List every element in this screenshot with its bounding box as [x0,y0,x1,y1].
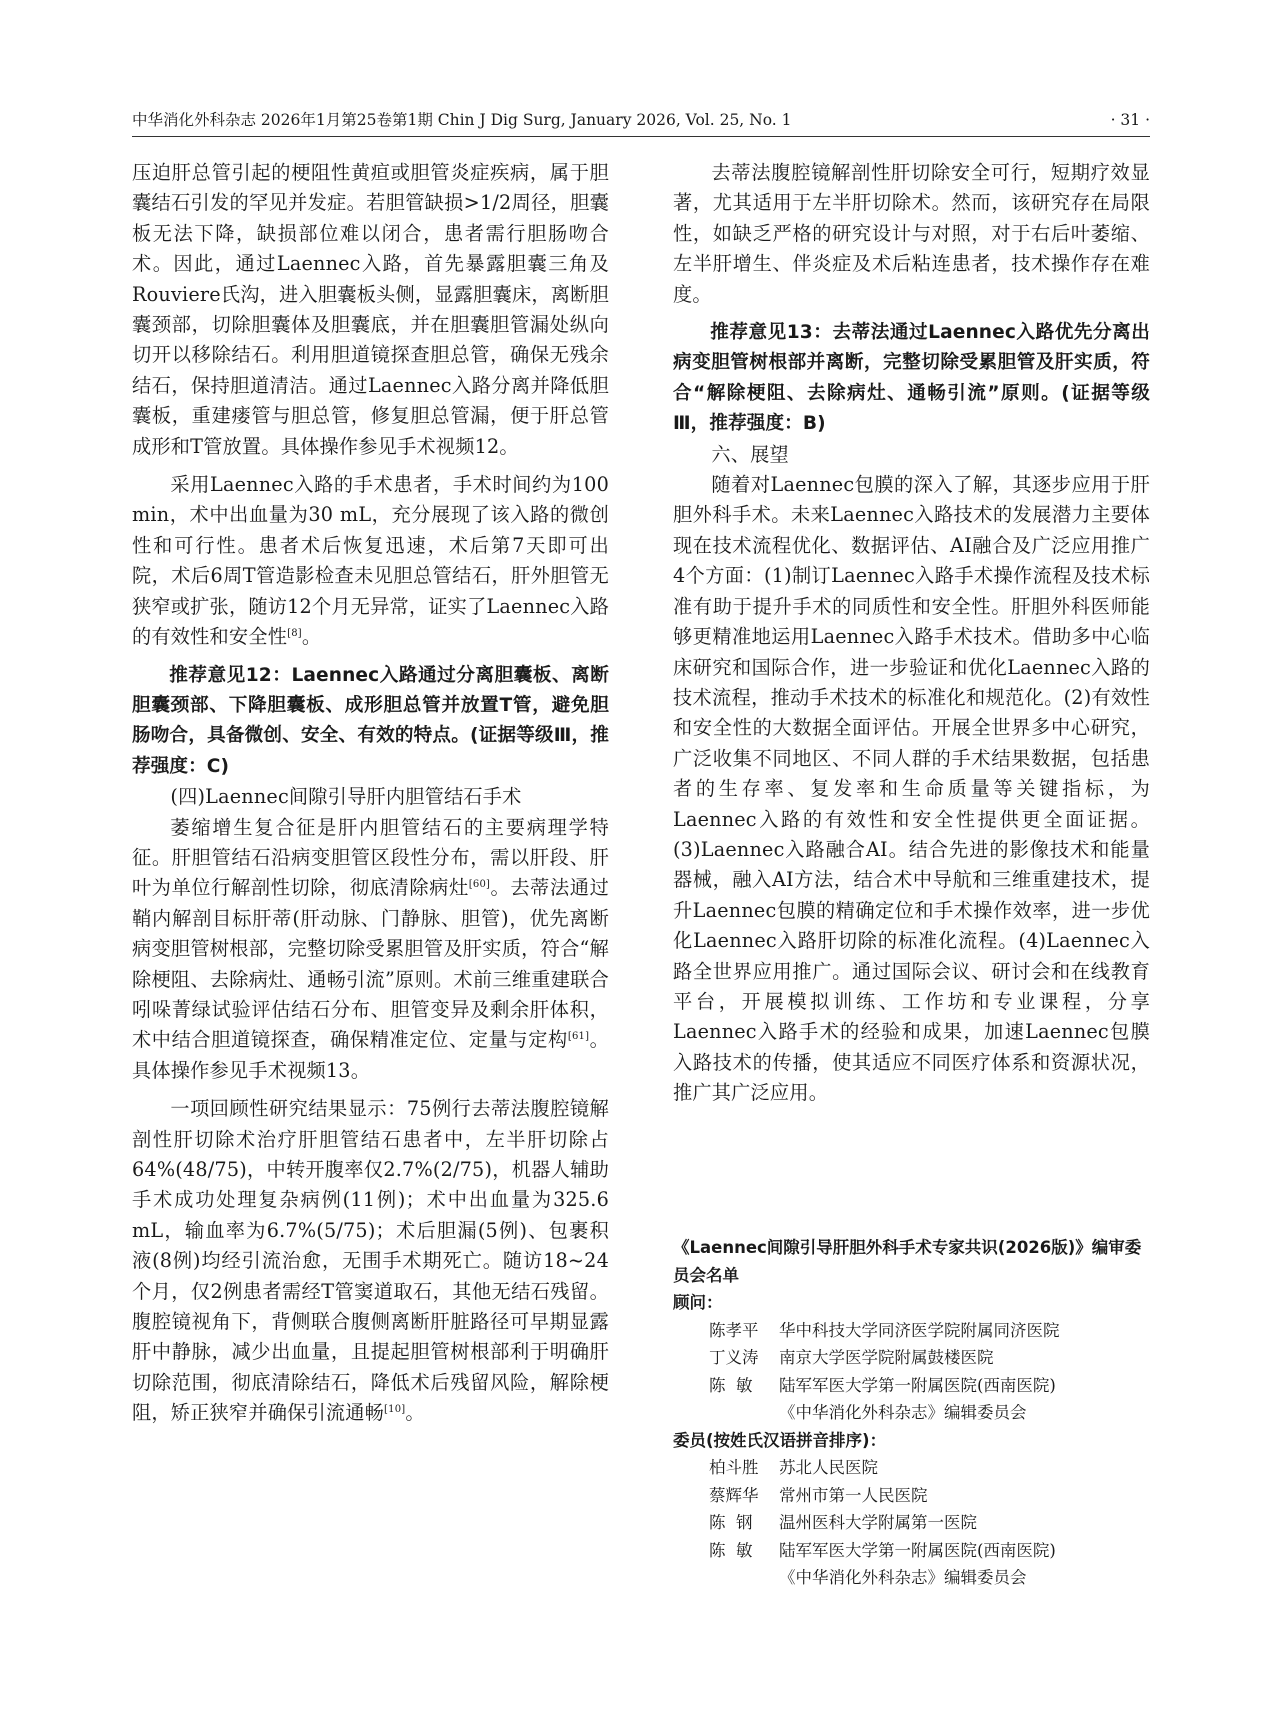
member-institution: 陆军军医大学第一附属医院(西南医院) [779,1375,1056,1395]
citation-ref[interactable]: [10] [384,1404,406,1416]
paragraph-text: 一项回顾性研究结果显示：75例行去蒂法腹腔镜解剖性肝切除术治疗肝胆管结石患者中，左半肝切除占64%(48/75)，中转开腹率仅2.7%(2/75)，机器人辅助手术成功处理复杂病例(11例)；术中出血量为325.6 mL，输血率为6.7%(5/75)；术后胆漏(5例)、包裹积液(8例)均经引流治愈，无围手术期死亡。随访18~24个月，仅2例患者需经T管窦道取石，其他无结石残留。腹腔镜视角下，背侧联合腹侧离断肝脏路径可早期显露肝中静脉，减少出血量，且提起胆管树根部利于明确肝切除范围，彻底清除结石，降低术后残留风险，解除梗阻，矫正狭窄并确保引流通畅 [132,1097,609,1425]
citation-ref[interactable]: [60] [468,879,491,891]
member-name: 蔡辉华 [709,1485,759,1505]
member-name: 丁义涛 [709,1348,759,1367]
paragraph-text: 。 [405,1401,425,1425]
citation-ref[interactable]: [61] [567,1031,590,1043]
committee-title: 《Laennec间隙引导肝胆外科手术专家共识(2026版)》编审委员会名单 [673,1238,1142,1285]
member-institution: 常州市第一人民医院 [779,1485,928,1505]
committee-list [673,1234,1150,1592]
member-name: 陈 敏 [709,1375,753,1395]
left-column [132,158,609,1429]
paragraph-text: 。具体操作参见手术视频13。 [132,1028,609,1082]
body-paragraph: 去蒂法腹腔镜解剖性肝切除安全可行，短期疗效显著，尤其适用于左半肝切除术。然而，该研究存在局限性，如缺乏严格的研究设计与对照，对于右后叶萎缩、左半肝增生、伴炎症及术后粘连患者，技术操作存在难度。 [673,161,1150,306]
members-label: 委员(按姓氏汉语拼音排序)： [673,1430,887,1450]
right-column [673,158,1150,1109]
recommendation-13: 推荐意见13：去蒂法通过Laennec入路优先分离出病变胆管树根部并离断，完整切除受累胆管及肝实质，符合“解除梗阻、去除病灶、通畅引流”原则。(证据等级Ⅲ，推荐强度：B) [673,322,1150,435]
body-paragraph: 压迫肝总管引起的梗阻性黄疸或胆管炎症疾病，属于胆囊结石引发的罕见并发症。若胆管缺损>1/2周径，胆囊板无法下降，缺损部位难以闭合，患者需行胆肠吻合术。因此，通过Laennec入路，首先暴露胆囊三角及Rouviere氏沟，进入胆囊板头侧，显露胆囊床，离断胆囊颈部，切除胆囊体及胆囊底，并在胆囊胆管漏处纵向切开以移除结石。利用胆道镜探查胆总管，确保无残余结石，保持胆道清洁。通过Laennec入路分离并降低胆囊板，重建瘘管与胆总管，修复胆总管漏，便于肝总管成形和T管放置。具体操作参见手术视频12。 [132,161,609,458]
member-institution: 温州医科大学附属第一医院 [779,1513,977,1532]
body-paragraph [132,813,609,1087]
header-rule [132,136,1150,137]
paragraph-text: 采用Laennec入路的手术患者，手术时间约为100 min，术中出血量为30 mL，充分展现了该入路的微创性和可行性。患者术后恢复迅速，术后第7天即可出院，术后6周T管造影检查未见胆总管结石，肝外胆管无狭窄或扩张，随访12个月无异常，证实了Laennec入路的有效性和安全性 [132,473,609,649]
advisor-row [673,1317,1150,1345]
member-row [673,1564,1150,1592]
member-row [673,1454,1150,1482]
running-header [132,108,1150,132]
advisor-row [673,1399,1150,1427]
member-name: 陈 敏 [709,1540,753,1560]
member-name: 陈孝平 [709,1320,759,1340]
page-number: · 31 · [1110,111,1150,129]
member-institution: 苏北人民医院 [779,1458,878,1477]
section-heading: 六、展望 [711,442,789,466]
paragraph-text: 。 [301,625,322,649]
section-heading: (四)Laennec间隙引导肝内胆管结石手术 [170,785,522,809]
member-institution: 《中华消化外科杂志》编辑委员会 [779,1568,1027,1587]
advisor-row [673,1372,1150,1400]
member-institution: 华中科技大学同济医学院附属同济医院 [779,1320,1060,1340]
paragraph-text: 萎缩增生复合征是肝内胆管结石的主要病理学特征。肝胆管结石沿病变胆管区段性分布，需以肝段、肝叶为单位行解剖性切除，彻底清除病灶 [132,815,609,900]
advisors-label: 顾问： [673,1293,723,1312]
member-institution: 陆军军医大学第一附属医院(西南医院) [779,1540,1056,1560]
member-institution: 《中华消化外科杂志》编辑委员会 [779,1403,1027,1422]
paragraph-text: 。去蒂法通过鞘内解剖目标肝蒂(肝动脉、门静脉、胆管)，优先离断病变胆管树根部，完整切除受累胆管及肝实质，符合“解除梗阻、去除病灶、通畅引流”原则。术前三维重建联合吲哚菁绿试验评估结石分布、胆管变异及剩余肝体积，术中结合胆道镜探查，确保精准定位、定量与定构 [132,876,609,1052]
member-institution: 南京大学医学院附属鼓楼医院 [779,1348,994,1367]
body-paragraph [132,470,609,652]
member-row [673,1537,1150,1565]
member-name: 柏斗胜 [709,1458,759,1477]
journal-citation: 中华消化外科杂志 2026年1月第25卷第1期 Chin J Dig Surg, January 2026, Vol. 25, No. 1 [132,111,792,129]
citation-ref[interactable]: [8] [287,628,302,640]
member-row [673,1482,1150,1510]
member-row [673,1509,1150,1537]
body-paragraph: 随着对Laennec包膜的深入了解，其逐步应用于肝胆外科手术。未来Laennec入路技术的发展潜力主要体现在技术流程优化、数据评估、AI融合及广泛应用推广4个方面：(1)制订Laennec入路手术操作流程及技术标准有助于提升手术的同质性和安全性。肝胆外科医师能够更精准地运用Laennec入路手术技术。借助多中心临床研究和国际合作，进一步验证和优化Laennec入路的技术流程，推动手术技术的标准化和规范化。(2)有效性和安全性的大数据全面评估。开展全世界多中心研究，广泛收集不同地区、不同人群的手术结果数据，包括患者的生存率、复发率和生命质量等关键指标，为Laennec入路的有效性和安全性提供更全面证据。(3)Laennec入路融合AI。结合先进的影像技术和能量器械，融入AI方法，结合术中导航和三维重建技术，提升Laennec包膜的精确定位和手术操作效率，进一步优化Laennec入路肝切除的标准化流程。(4)Laennec入路全世界应用推广。通过国际会议、研讨会和在线教育平台，开展模拟训练、工作坊和专业课程，分享Laennec入路手术的经验和成果，加速Laennec包膜入路技术的传播，使其适应不同医疗体系和资源状况，推广其广泛应用。 [673,473,1150,1105]
recommendation-12: 推荐意见12：Laennec入路通过分离胆囊板、离断胆囊颈部、下降胆囊板、成形胆总管并放置T管，避免胆肠吻合，具备微创、安全、有效的特点。(证据等级Ⅲ，推荐强度：C) [132,664,609,777]
advisor-row [673,1344,1150,1372]
member-name: 陈 钢 [709,1513,753,1532]
body-paragraph [132,1094,609,1428]
